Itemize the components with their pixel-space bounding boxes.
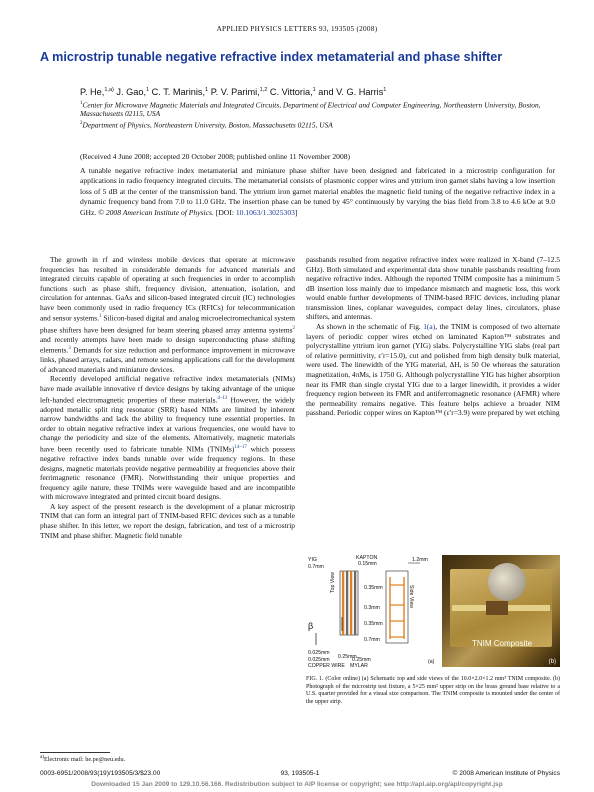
text: The growth in rf and wireless mobile devices that operate at microwave frequencies has resulted in considerable demands for advanced materials and integrated circuits capable of operating at such frequencies in order to accomplish functions such as phase shift, frequency division, attenuation, isolation, and circulation for antennas. GaAs and silicon-based integrated circuit (IC) technologies have been commonly used in radio frequency ICs (RFICs) for telecommunication and sensor systems. (40, 255, 295, 323)
citation-link[interactable]: 3 (68, 346, 71, 352)
affil-mark: 1 (383, 87, 387, 93)
beta-label: β (308, 621, 314, 631)
dim-label: 0.025mm (308, 650, 330, 656)
abstract (80, 166, 555, 218)
schematic-diagram (306, 555, 442, 673)
doi-suffix: ] (294, 207, 298, 217)
affil-mark: 1,a) (104, 87, 114, 93)
copper-layer (350, 571, 352, 635)
height-dim-label: 1.2mm (412, 557, 428, 563)
panel-b-label: (b) (548, 659, 556, 665)
yig-layer (354, 571, 356, 635)
author: and V. G. Harris (315, 87, 384, 98)
copper-wire-label: COPPER WIRE (308, 663, 345, 669)
footnote (40, 754, 125, 763)
quarter-coin (488, 563, 526, 601)
text: and recently attempts have been made to design superconducting phase shifting elements. (40, 334, 295, 355)
yig-dim-label: 0.7mm (308, 564, 324, 570)
tnim-composite-label: TNIM Composite (472, 639, 533, 648)
affil-number: 1 (80, 101, 83, 106)
fixture-photo (442, 555, 560, 667)
doi-prefix: [DOI: (215, 207, 236, 217)
text: Silicon-based digital and analog microelectromechanical system phase shifters have been designed for beam steering phased array antenna systems (40, 313, 295, 335)
paragraph (40, 374, 295, 501)
footnote-text: Electronic mail: he.pe@neu.edu. (44, 756, 126, 764)
paragraph: passbands resulted from negative refractive index were realized in X-band (7–12.5 GHz). Both simulated and experimental data show tunable passbands resulting from negative refractive index. Although the reported TNIM composite has a minimum 5 dB insertion loss mainly due to impedance mismatch and magnetic loss, this work would enable further developments of TNIM-based RFIC devices, including planar transmission lines, coplanar waveguides, compact delay lines, circulators, phase shifters, and antennas. (306, 255, 560, 322)
footnote-divider (40, 752, 110, 753)
text: Demands for size reduction and performance improvement in microwave links, phased arrays, radars, and remote sensing applications call for the development of advanced materials and miniature devices. (40, 345, 295, 374)
doi-link[interactable]: 10.1063/1.3025303 (235, 207, 295, 217)
abstract-copyright: © 2008 American Institute of Physics. (98, 207, 214, 217)
kapton-substrate (386, 571, 408, 643)
paragraph: A key aspect of the present research is the development of a planar microstrip TNIM that can form an integral part of TNIM-based RFIC devices such as a tunable phase shifter. In this letter, we report the design, fabrication, and test of a microstrip TNIM and phase shifter. Magnetic field tunable (40, 501, 295, 540)
paragraph (306, 322, 560, 418)
side-view-label: Side View (408, 585, 414, 608)
author-list (80, 87, 386, 97)
citation-link[interactable]: 4–13 (217, 395, 228, 401)
affiliation-2 (80, 119, 560, 129)
affil-number: 2 (80, 121, 83, 126)
text: which possess negative refractive index bands tunable over wide frequency regions. In these designs, magnetic materials provide negative permeability at frequencies above their ferrimagnetic resonance (FMR). Notwithstanding their unique properties and frequency agile nature, these TNIMs were waveguide based and are incompatible with microwave integrated and printed circuit board designs. (40, 444, 295, 502)
mylar-label: MYLAR (350, 663, 368, 669)
dim-label: 0.025mm (308, 657, 330, 663)
text: As shown in the schematic of Fig. (316, 322, 424, 332)
affiliation-text: Department of Physics, Northeastern University, Boston, Massachusetts 02115, USA (82, 120, 333, 130)
text: Recently developed artificial negative refractive index metamaterials (NIMs) have made available innovative rf device designs by taking advantage of the unique left-handed electromagnetic properties of these materials. (40, 374, 295, 405)
dim-label: 0.35mm (364, 621, 383, 627)
footnote-mark: a) (40, 754, 45, 760)
affiliation-text: Center for Microwave Magnetic Materials and Integrated Circuits, Department of Electrical and Computer Engineering, Northeastern University, Boston, Massachusetts 02115, USA (80, 100, 541, 119)
dim-label: 0.7mm (364, 637, 380, 643)
yig-label: YIG (308, 557, 317, 563)
text: However, the widely adopted metallic split ring resonator (SRR) based NIMs are limited by inherent narrow bandwidths and lack the ability to frequency tune essential properties. In order to obtain negative refractive index at various frequencies, one would have to change the periodicity and size of the elements. Alternatively, magnetic materials have been recently used to fabricate tunable NIMs (TNIMs) (40, 395, 295, 454)
abstract-body: A tunable negative refractive index metamaterial and miniature phase shifter have been designed and fabricated in a microstrip configuration for applications in radio frequency integrated circuits. The metamaterial consists of plasmonic copper wires and yttrium iron garnet slabs having a low insertion loss of 5 dB at the center of the transmission band. The yttrium iron garnet material enables the magnetic field tuning of the negative refractive index in a dynamic frequency band from 7.0 to 11.0 GHz. The insertion phase can be tuned by 45° continuously by varying the bias field from 3.8 to 4.6 kOe at 9.0 GHz. (80, 166, 555, 217)
dim-label: 0.25mm (352, 657, 371, 663)
author: C. T. Marinis, (149, 87, 206, 98)
citation-link[interactable]: 1 (98, 314, 102, 320)
page-footer (40, 770, 560, 777)
affil-mark: 1 (205, 87, 209, 93)
figure-1 (306, 555, 560, 673)
side-view-stack (386, 571, 408, 643)
author: C. Vittoria, (267, 87, 313, 98)
panel-a-label: (a) (428, 659, 435, 665)
journal-header: APPLIED PHYSICS LETTERS 93, 193505 (2008) (216, 25, 378, 33)
author: P. He, (80, 87, 105, 98)
author: J. Gao, (113, 87, 147, 98)
tnim-sample (486, 601, 508, 615)
footer-copyright: © 2008 American Institute of Physics (452, 770, 560, 777)
download-notice: Downloaded 15 Jan 2009 to 129.10.56.166. Redistribution subject to AIP license or copyright; see http://apl.aip.org/apl/copyright.jsp (91, 781, 503, 788)
kapton-label: KAPTON (356, 555, 378, 561)
body-column-left (40, 255, 295, 540)
author: P. V. Parimi, (208, 87, 260, 98)
paper-title: A microstrip tunable negative refractive index metamaterial and phase shifter (40, 50, 503, 64)
citation-link[interactable]: 2 (292, 325, 295, 331)
footer-page-number: 93, 193505-1 (280, 770, 320, 777)
figure-caption: FIG. 1. (Color online) (a) Schematic top and side views of the 10.0×2.0×1.2 mm³ TNIM composite. (b) Photograph of the microstrip test fixture, a 5×25 mm² upper strip on the brass ground base relative to a U.S. quarter provided for a visual size comparison. The TNIM composite is mounted under the center of the upper strip. (306, 676, 560, 705)
affil-mark: 1 (146, 87, 150, 93)
footer-issn: 0003-6951/2008/93(19)/193505/3/$23.00 (40, 770, 161, 777)
top-view-label: Top View (330, 572, 336, 593)
paragraph (40, 255, 295, 374)
body-column-right (306, 255, 560, 418)
dim-label: 0.25mm (338, 654, 357, 660)
yig-layer (346, 571, 348, 635)
affiliation-1 (80, 99, 560, 118)
affil-mark: 1 (312, 87, 316, 93)
top-view-stack (340, 571, 358, 635)
figure-link[interactable]: 1(a) (423, 322, 436, 332)
dim-label: 0.35mm (364, 585, 383, 591)
received-dates: (Received 4 June 2008; accepted 20 October 2008; published online 11 November 2008) (80, 152, 351, 161)
affil-mark: 1,2 (259, 87, 268, 93)
dim-label: 0.3mm (364, 605, 380, 611)
text: , the TNIM is composed of two alternate layers of periodic copper wires etched on laminated Kapton™ substrates and polycrystalline yttrium iron garnet (YIG) slabs. Polycrystalline YIG slabs (real part of relative permittivity, ε′r=15.0), cut and polished from high density bulk material, were used. The linewidth of the YIG material, ΔH, is 50 Oe whereas the saturation magnetization, 4πMs, is 1750 G. Although polycrystalline YIG has higher absorption near its FMR than single crystal YIG due to a larger linewidth, it provides a wider frequency region between its FMR and antiferromagnetic resonance (AFMR) where the permeability remains negative. This feature helps achieve a broader NIM passband. Periodic copper wires on Kapton™ (ε′r=3.9) were prepared by wet etching (306, 322, 560, 418)
kapton-dim-label: 0.15mm (358, 561, 377, 567)
citation-link[interactable]: 14–17 (234, 444, 247, 450)
